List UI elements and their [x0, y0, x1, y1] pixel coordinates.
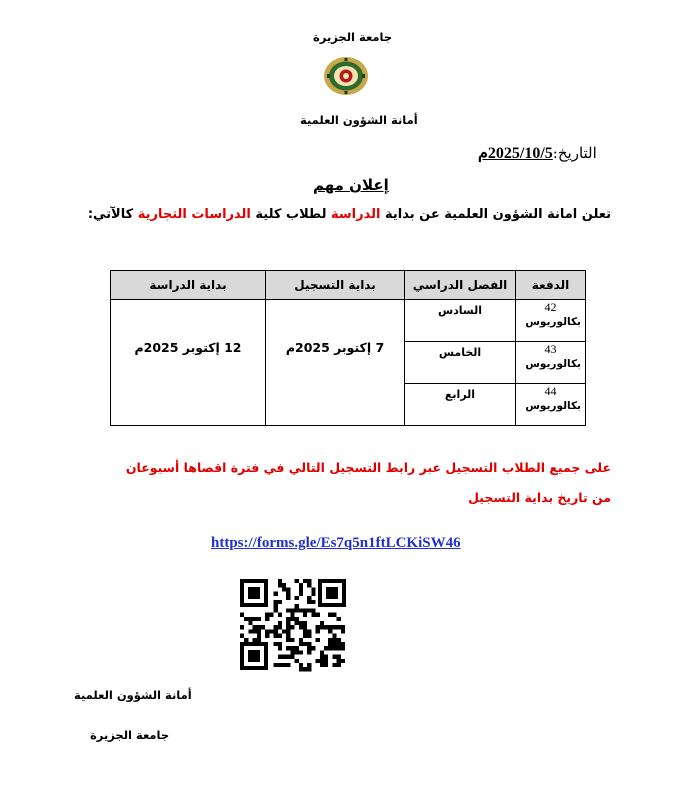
batch-type: بكالوريوس [525, 400, 581, 412]
batch-cell [516, 384, 586, 426]
university-name-header: جامعة الجزيرة [313, 30, 393, 44]
date-label: التاريخ: [552, 144, 597, 162]
header-semester: الفصل الدراسي [405, 271, 516, 300]
table-header-row [111, 271, 586, 300]
notice-line-1: على جميع الطلاب التسجيل عبر رابط التسجيل التالي في فترة اقصاها أسبوعان [125, 460, 611, 475]
batch-number: 42 [544, 300, 557, 314]
semester-cell: السادس [405, 300, 516, 342]
university-logo-icon [322, 55, 370, 97]
batch-number: 43 [544, 342, 557, 356]
announcement-highlight-college: الدراسات التجارية [137, 207, 251, 222]
batch-type: بكالوريوس [525, 316, 581, 328]
announcement-text [71, 200, 611, 230]
department-name-footer: أمانة الشؤون العلمية [74, 688, 192, 702]
table-row [111, 300, 586, 342]
notice-line-2: من تاريخ بداية التسجيل [468, 490, 611, 505]
announcement-part-2: لطلاب كلية [250, 207, 332, 222]
date-value: 2025/10/5م [478, 145, 553, 162]
registration-notice [51, 453, 611, 513]
batch-type: بكالوريوس [525, 358, 581, 370]
schedule-table [110, 270, 586, 426]
university-name-footer: جامعة الجزيرة [90, 728, 170, 742]
semester-cell: الخامس [405, 342, 516, 384]
header-study-start: بداية الدراسة [111, 271, 266, 300]
registration-start-cell: 7 إكتوبر 2025م [266, 300, 405, 426]
announcement-part-3: كالآتي: [87, 207, 138, 222]
announcement-part-1: تعلن امانة الشؤون العلمية عن بداية [380, 207, 611, 222]
batch-cell [516, 300, 586, 342]
registration-link[interactable]: https://forms.gle/Es7q5n1ftLCKiSW46 [211, 535, 461, 551]
header-batch: الدفعة [516, 271, 586, 300]
batch-cell [516, 342, 586, 384]
qr-code-icon [238, 577, 348, 672]
batch-number: 44 [544, 384, 557, 398]
department-name-header: أمانة الشؤون العلمية [300, 113, 418, 127]
header-registration-start: بداية التسجيل [266, 271, 405, 300]
semester-cell: الرابع [405, 384, 516, 426]
announcement-highlight-study: الدراسة [331, 207, 381, 222]
study-start-cell: 12 إكتوبر 2025م [111, 300, 266, 426]
announcement-title: إعلان مهم [313, 176, 389, 194]
announcement-date [478, 143, 597, 163]
